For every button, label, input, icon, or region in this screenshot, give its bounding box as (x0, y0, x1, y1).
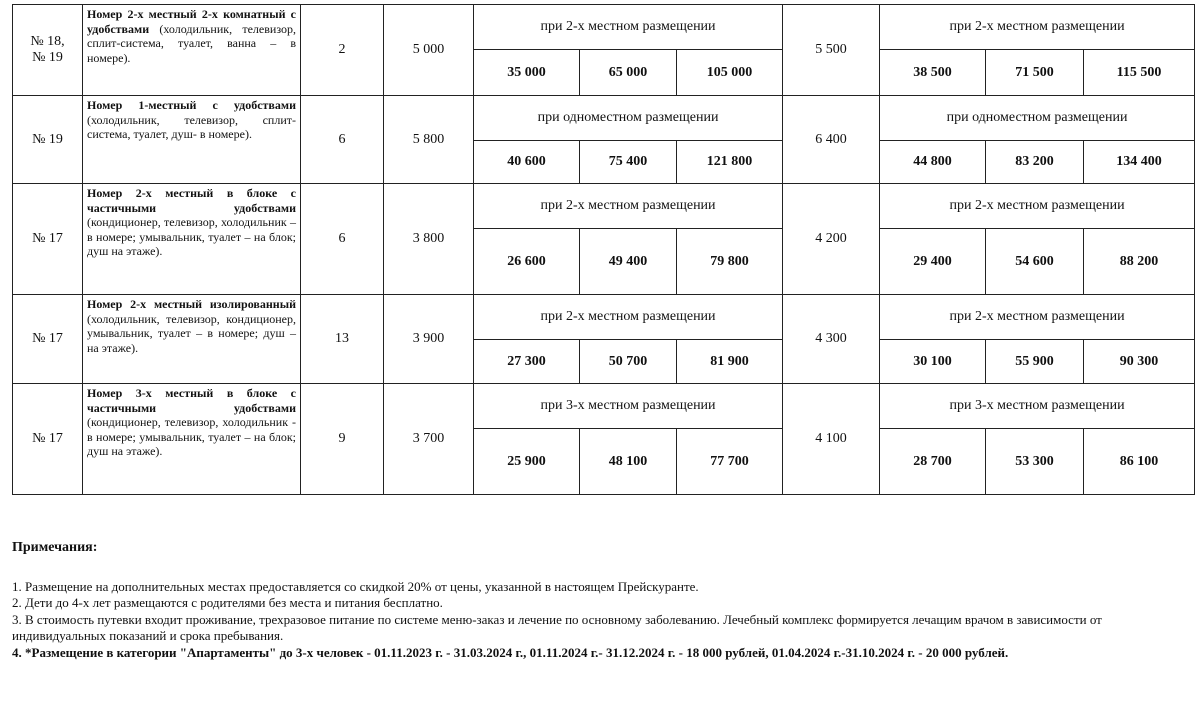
room-number-label: № 17 (32, 231, 63, 246)
placement-header-2: при одноместном размещении (880, 96, 1195, 141)
room-amenities: (кондиционер, телевизор, холодильник – в номере; умывальник, туалет – на блок; душ на этаже). (87, 215, 296, 258)
price-per-day-1: 3 900 (384, 295, 474, 384)
room-amenities: (холодильник, телевизор, сплит-система, туалет, душ- в номере). (87, 112, 296, 141)
tour-price-1: 79 800 (677, 229, 783, 295)
price-per-day-1: 5 800 (384, 96, 474, 184)
note-3: 3. В стоимость путевки входит проживание, трехразовое питание по системе меню-заказ и лечение по основному заболеванию. Лечебный комплекс формируется лечащим врачом в зависимости от индивидуальных показаний и срока пребывания. (12, 611, 1102, 643)
tour-price-1: 81 900 (677, 340, 783, 384)
tour-price-1: 27 300 (474, 340, 580, 384)
tour-price-2: 55 900 (986, 340, 1084, 384)
placement-header-1: при одноместном размещении (474, 96, 783, 141)
room-count: 13 (301, 295, 384, 384)
tour-price-1: 49 400 (580, 229, 677, 295)
tour-price-1: 50 700 (580, 340, 677, 384)
tour-price-2: 86 100 (1084, 429, 1195, 495)
tour-price-1: 77 700 (677, 429, 783, 495)
room-number-label: № 19 (32, 131, 63, 147)
room-description (83, 384, 301, 495)
tour-price-2: 71 500 (986, 50, 1084, 96)
tour-price-2: 30 100 (880, 340, 986, 384)
room-title: Номер 2-х местный в блоке с частичными удобствами (87, 186, 296, 215)
room-count: 2 (301, 5, 384, 96)
tour-price-2: 88 200 (1084, 229, 1195, 295)
placement-header-2: при 2-х местном размещении (880, 295, 1195, 340)
price-per-day-2: 4 300 (783, 295, 880, 384)
price-per-day-2: 6 400 (783, 96, 880, 184)
tour-price-1: 35 000 (474, 50, 580, 96)
tour-price-1: 48 100 (580, 429, 677, 495)
placement-header-2: при 3-х местном размещении (880, 384, 1195, 429)
room-amenities: (холодильник, телевизор, сплит-система, туалет, ванна – в номере). (87, 21, 296, 65)
room-amenities: (холодильник, телевизор, кондиционер, умывальник, туалет – в номере; душ – на этаже). (87, 311, 296, 355)
price-per-day-1: 3 700 (384, 384, 474, 495)
placement-header-1: при 2-х местном размещении (474, 184, 783, 229)
table-row (13, 184, 1195, 229)
price-per-day-2: 4 100 (783, 384, 880, 495)
price-per-day-2: 5 500 (783, 5, 880, 96)
tour-price-2: 53 300 (986, 429, 1084, 495)
placement-header-2: при 2-х местном размещении (880, 184, 1195, 229)
room-title: Номер 2-х местный 2-х комнатный с удобствами (87, 7, 296, 36)
tour-price-2: 44 800 (880, 141, 986, 184)
price-per-day-2: 4 200 (783, 184, 880, 295)
room-description (83, 295, 301, 384)
room-number (13, 384, 83, 495)
tour-price-1: 105 000 (677, 50, 783, 96)
tour-price-2: 90 300 (1084, 340, 1195, 384)
room-number (13, 5, 83, 96)
table-row (13, 5, 1195, 50)
room-number (13, 184, 83, 295)
room-amenities: (кондиционер, телевизор, холодильник - в номере; умывальник, туалет – на блок; душ на этаже). (87, 415, 296, 458)
room-number-label: № 17 (32, 431, 63, 446)
table-row (13, 384, 1195, 429)
placement-header-2: при 2-х местном размещении (880, 5, 1195, 50)
room-description (83, 96, 301, 184)
room-description (83, 184, 301, 295)
room-title: Номер 3-х местный в блоке с частичными удобствами (87, 386, 296, 415)
tour-price-1: 65 000 (580, 50, 677, 96)
note-2: 2. Дети до 4-х лет размещаются с родителями без места и питания бесплатно. (12, 595, 443, 610)
tour-price-2: 83 200 (986, 141, 1084, 184)
placement-header-1: при 3-х местном размещении (474, 384, 783, 429)
room-number (13, 96, 83, 184)
price-table (12, 4, 1195, 495)
room-description (83, 5, 301, 96)
room-number-label: № 17 (32, 331, 63, 346)
room-count: 9 (301, 384, 384, 495)
tour-price-1: 25 900 (474, 429, 580, 495)
room-title: Номер 2-х местный изолированный (87, 297, 296, 311)
placement-header-1: при 2-х местном размещении (474, 5, 783, 50)
room-number-label: № 18, № 19 (30, 34, 65, 65)
tour-price-2: 28 700 (880, 429, 986, 495)
room-count: 6 (301, 184, 384, 295)
tour-price-1: 75 400 (580, 141, 677, 184)
room-count: 6 (301, 96, 384, 184)
note-4: 4. *Размещение в категории "Апартаменты" до 3-х человек - 01.11.2023 г. - 31.03.2024 г., 01.11.2024 г.- 31.12.2024 г. - 18 000 рублей, 01.04.2024 г.-31.10.2024 г. - 20 000 рублей. (12, 644, 1009, 660)
tour-price-2: 54 600 (986, 229, 1084, 295)
tour-price-1: 121 800 (677, 141, 783, 184)
price-per-day-1: 3 800 (384, 184, 474, 295)
tour-price-2: 134 400 (1084, 141, 1195, 184)
table-row (13, 96, 1195, 141)
table-row (13, 295, 1195, 340)
notes-section (12, 540, 1192, 661)
note-1: 1. Размещение на дополнительных местах предоставляется со скидкой 20% от цены, указанной в настоящем Прейскуранте. (12, 578, 699, 594)
tour-price-2: 115 500 (1084, 50, 1195, 96)
room-number (13, 295, 83, 384)
tour-price-2: 38 500 (880, 50, 986, 96)
notes-title: Примечания: (12, 540, 98, 555)
price-per-day-1: 5 000 (384, 5, 474, 96)
tour-price-2: 29 400 (880, 229, 986, 295)
tour-price-1: 40 600 (474, 141, 580, 184)
placement-header-1: при 2-х местном размещении (474, 295, 783, 340)
tour-price-1: 26 600 (474, 229, 580, 295)
room-title: Номер 1-местный с удобствами (87, 98, 296, 112)
